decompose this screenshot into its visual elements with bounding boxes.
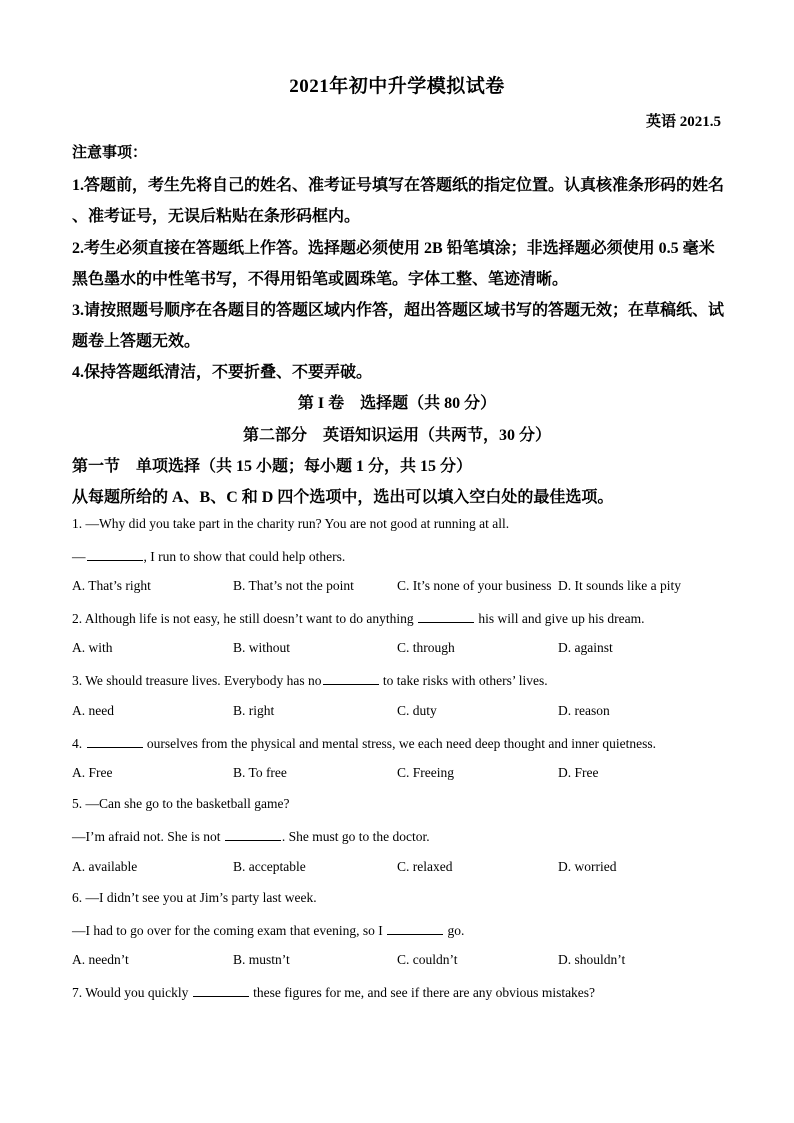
option-d[interactable]: D. reason: [558, 703, 610, 718]
question-7-stem: [72, 983, 595, 1001]
option-b[interactable]: B. right: [233, 703, 275, 718]
question-text: . She must go to the doctor.: [281, 829, 430, 844]
option-c[interactable]: C. relaxed: [397, 859, 453, 874]
part-one-heading: 第 I 卷 选择题（共 80 分）: [297, 395, 497, 412]
option-d[interactable]: D. against: [558, 640, 613, 655]
question-1-options: [72, 578, 732, 596]
subject-date: 英语 2021.5: [645, 114, 721, 130]
option-c[interactable]: C. duty: [397, 703, 437, 718]
option-c[interactable]: C. Freeing: [397, 765, 454, 780]
question-text: 2. Although life is not easy, he still doesn’t want to do anything: [72, 611, 417, 626]
page-title: 2021年初中升学模拟试卷: [289, 76, 505, 97]
question-1-reply: [72, 547, 345, 565]
question-6-stem: [72, 890, 317, 906]
option-d[interactable]: D. Free: [558, 765, 599, 780]
answer-blank[interactable]: [418, 609, 474, 623]
notice-line: 3.请按照题号顺序在各题目的答题区域内作答，超出答题区域书写的答题无效；在草稿纸、试: [72, 302, 725, 319]
option-b[interactable]: B. acceptable: [233, 859, 306, 874]
question-4-stem: [72, 734, 656, 752]
question-5-reply: [72, 827, 430, 845]
notice-line: 1.答题前，考生先将自己的姓名、准考证号填写在答题纸的指定位置。认真核准条形码的姓名: [72, 177, 725, 194]
question-text: 1. —Why did you take part in the charity run? You are not good at running at all.: [72, 516, 510, 531]
subsection-heading: 第一节 单项选择（共 15 小题；每小题 1 分，共 15 分）: [72, 458, 473, 475]
question-text: 7. Would you quickly: [72, 985, 192, 1000]
question-text: to take risks with others’ lives.: [379, 673, 548, 688]
instruction-text: 从每题所给的 A、B、C 和 D 四个选项中，选出可以填入空白处的最佳选项。: [72, 489, 614, 506]
notice-line: 4.保持答题纸清洁，不要折叠、不要弄破。: [72, 364, 373, 381]
question-text: , I run to show that could help others.: [143, 549, 346, 564]
answer-blank[interactable]: [225, 827, 281, 841]
question-text: 6. —I didn’t see you at Jim’s party last week.: [72, 890, 317, 905]
question-text: —I’m afraid not. She is not: [72, 829, 224, 844]
answer-blank[interactable]: [323, 671, 379, 685]
notice-line: 题卷上答题无效。: [72, 333, 201, 350]
part-two-heading: 第二部分 英语知识运用（共两节，30 分）: [242, 427, 551, 444]
option-d[interactable]: D. It sounds like a pity: [558, 578, 681, 593]
question-3-options: [72, 703, 732, 721]
question-text: these figures for me, and see if there are any obvious mistakes?: [249, 985, 596, 1000]
question-3-stem: [72, 671, 548, 689]
question-5-options: [72, 859, 732, 877]
question-1-stem: [72, 516, 509, 532]
option-a[interactable]: A. needn’t: [72, 952, 129, 967]
option-a[interactable]: A. That’s right: [72, 578, 151, 593]
notice-line: 黑色墨水的中性笔书写，不得用铅笔或圆珠笔。字体工整、笔迹清晰。: [72, 271, 569, 288]
question-6-options: [72, 952, 732, 970]
notice-heading: 注意事项：: [72, 145, 148, 161]
option-c[interactable]: C. It’s none of your business: [397, 578, 552, 593]
question-2-stem: [72, 609, 644, 627]
option-d[interactable]: D. worried: [558, 859, 617, 874]
question-text: —: [72, 549, 86, 564]
answer-blank[interactable]: [193, 983, 249, 997]
answer-blank[interactable]: [387, 921, 443, 935]
question-text: 3. We should treasure lives. Everybody has no: [72, 673, 322, 688]
answer-blank[interactable]: [87, 734, 143, 748]
question-text: his will and give up his dream.: [474, 611, 645, 626]
option-c[interactable]: C. through: [397, 640, 455, 655]
question-text: 5. —Can she go to the basketball game?: [72, 796, 290, 811]
option-b[interactable]: B. without: [233, 640, 291, 655]
option-c[interactable]: C. couldn’t: [397, 952, 458, 967]
option-a[interactable]: A. need: [72, 703, 114, 718]
option-a[interactable]: A. Free: [72, 765, 113, 780]
question-text: 4.: [72, 736, 86, 751]
question-6-reply: [72, 921, 464, 939]
option-b[interactable]: B. mustn’t: [233, 952, 290, 967]
notice-line: 2.考生必须直接在答题纸上作答。选择题必须使用 2B 铅笔填涂；非选择题必须使用 0.5 毫米: [72, 240, 715, 257]
question-2-options: [72, 640, 732, 658]
option-a[interactable]: A. with: [72, 640, 113, 655]
question-text: go.: [444, 923, 465, 938]
answer-blank[interactable]: [87, 547, 143, 561]
question-text: ourselves from the physical and mental stress, we each need deep thought and inner quietness.: [143, 736, 656, 751]
question-4-options: [72, 765, 732, 783]
option-b[interactable]: B. That’s not the point: [233, 578, 354, 593]
notice-line: 、准考证号，无误后粘贴在条形码框内。: [72, 208, 361, 225]
question-5-stem: [72, 796, 289, 812]
option-a[interactable]: A. available: [72, 859, 138, 874]
option-d[interactable]: D. shouldn’t: [558, 952, 626, 967]
option-b[interactable]: B. To free: [233, 765, 287, 780]
question-text: —I had to go over for the coming exam that evening, so I: [72, 923, 387, 938]
